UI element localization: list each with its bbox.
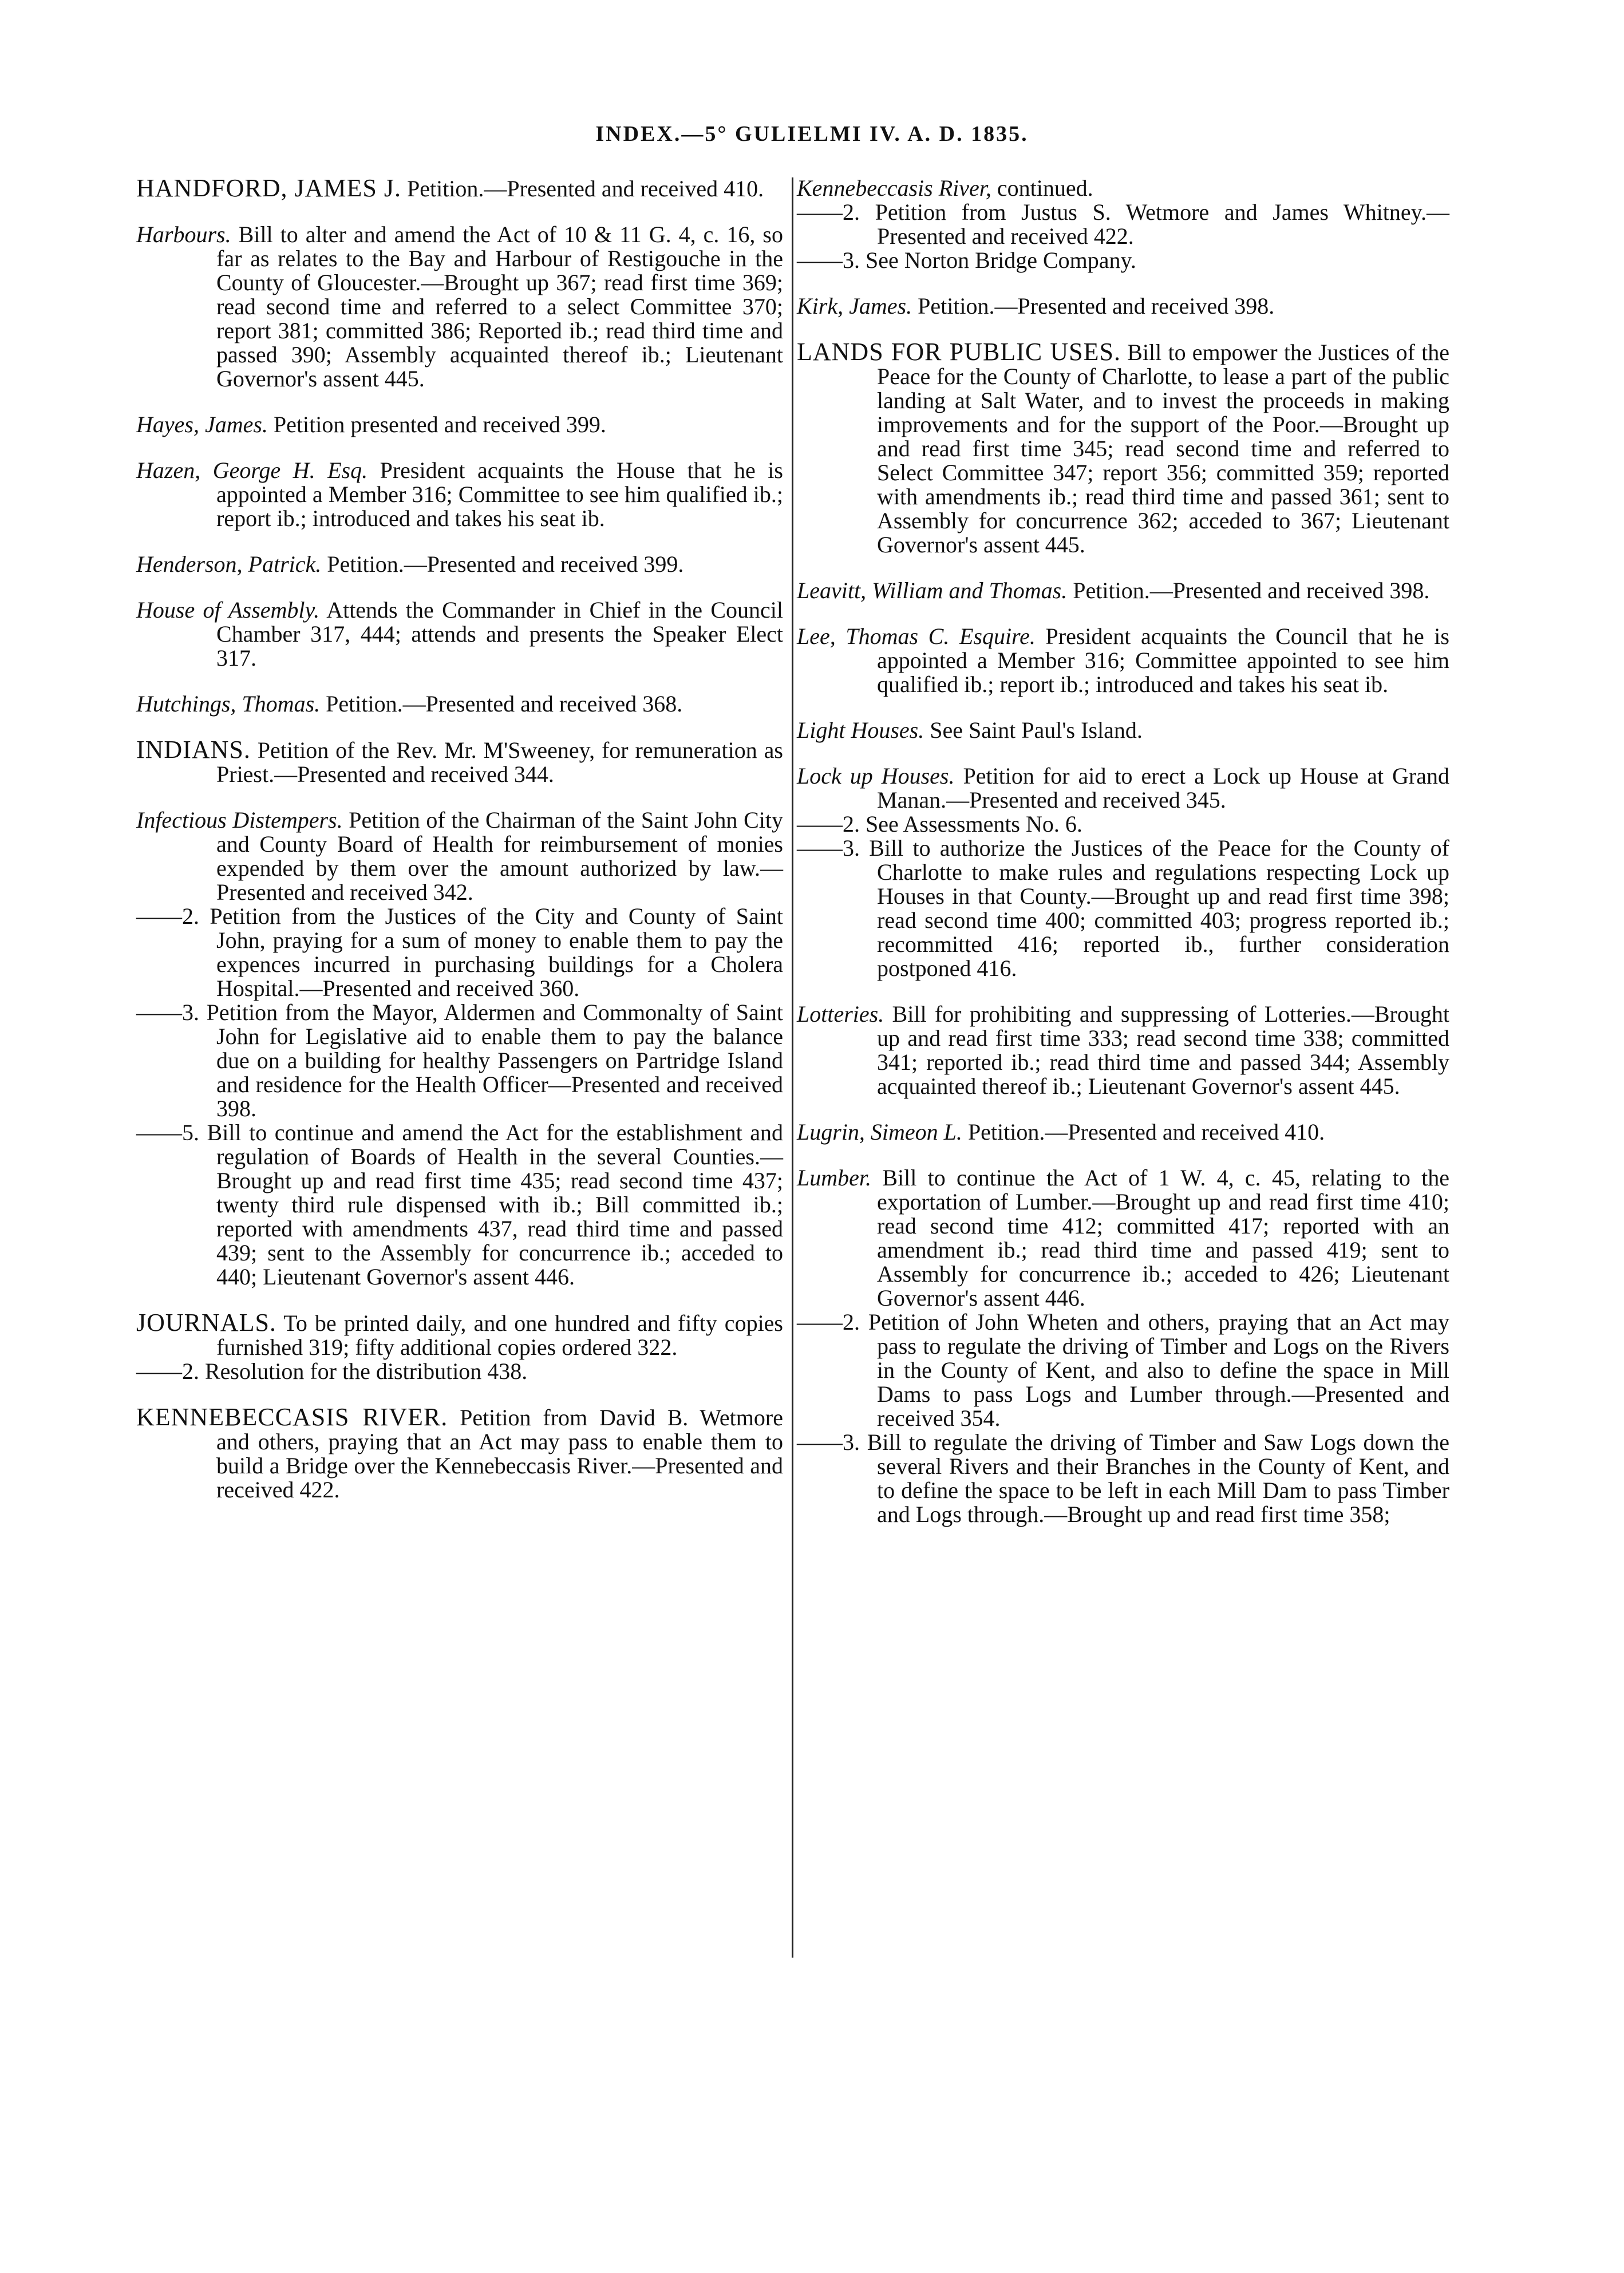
index-entry [797,1310,1449,1430]
index-entry [136,1311,783,1359]
index-entry [797,294,1449,318]
page-header: INDEX.—5° GULIELMI IV. A. D. 1835. [595,122,1029,146]
entry-text: Petition.—Presented and received 399. [321,551,684,577]
entry-heading: ——2. [797,1309,860,1335]
index-entry [797,812,1449,836]
entry-text: Bill to authorize the Justices of the Peace for the County of Charlotte to make rules and regulations respecting Lock up Houses in that County.—Brought up and read first time 398; read second time 400; committed 403; progress reported ib.; recommitted 416; reported ib., further consideration postponed 416. [860,835,1449,981]
entry-text: President acquaints the House that he is appointed a Member 316; Committee to see him qualified ib.; report ib.; introduced and takes his seat ib. [216,457,783,531]
entry-text: Petition.—Presented and received 410. [962,1119,1325,1145]
entry-heading: ——3. [136,999,199,1025]
index-entry [136,458,783,531]
entry-text: President acquaints the Council that he is appointed a Member 316; Committee appointed to see him qualified ib.; report ib.; introduced and takes his seat ib. [877,623,1449,697]
entry-heading: ——3. [797,1429,860,1455]
index-entry [797,718,1449,742]
entry-heading: Harbours. [136,222,231,247]
entry-text: Petition from the Justices of the City and County of Saint John, praying for a sum of money to enable them to pay the expences incurred in purchasing buildings for a Cholera Hospital.—Presented and received 360. [199,903,783,1001]
entry-heading: Kirk, James. [797,293,912,319]
index-entry [797,1002,1449,1098]
entry-text: Petition presented and received 399. [267,412,606,437]
entry-text: Petition of John Wheten and others, praying that an Act may pass to regulate the driving of Timber and Logs on the Rivers in the County of Kent, and also to define the space in Mill Dams to pass Logs and Lumber through.—Presented and received 354. [860,1309,1449,1431]
entry-heading: Hayes, James. [136,412,268,437]
entry-text: Petition of the Chairman of the Saint John City and County Board of Health for reimbursement of monies expended by them over the amount authorized by law.—Presented and received 342. [216,807,783,905]
entry-text: Attends the Commander in Chief in the Council Chamber 317, 444; attends and presents the Speaker Elect 317. [216,597,784,671]
index-entry [136,738,783,786]
entry-text: See Norton Bridge Company. [860,247,1136,273]
entry-heading: ——2. [136,903,199,929]
entry-heading: Lugrin, Simeon L. [797,1119,962,1145]
entry-heading: ——5. [136,1120,199,1145]
entry-heading: Henderson, Patrick. [136,551,322,577]
entry-text: Bill to regulate the driving of Timber and Saw Logs down the several Rivers and their Branches in the County of Kent, and to define the space to be left in each Mill Dam to pass Timber and Logs through.—Brought up and read first time 358; [860,1429,1449,1527]
entry-text: See Assessments No. 6. [860,811,1082,837]
index-entry [136,1405,783,1502]
index-entry [136,692,783,716]
entry-heading: HANDFORD, JAMES J. [136,174,401,202]
right-column [797,176,1449,1548]
index-entry [797,248,1449,272]
entry-heading: JOURNALS. [136,1309,276,1337]
entry-heading: Hutchings, Thomas. [136,691,321,717]
entry-text: Bill to continue the Act of 1 W. 4, c. 45, relating to the exportation of Lumber.—Brought up and read first time 410; read second time 412; committed 417; reported with an amendment ib.; read third time and passed 419; sent to Assembly for concurrence ib.; acceded to 426; Lieutenant Governor's assent 446. [871,1165,1449,1311]
entry-text: Bill to alter and amend the Act of 10 & 11 G. 4, c. 16, so far as relates to the Bay and Harbour of Restigouche in the County of Gloucester.—Brought up 367; read first time 369; read second time and referred to a select Committee 370; report 381; committed 386; Reported ib.; read third time and passed 390; Assembly acquainted thereof ib.; Lieutenant Governor's assent 445. [216,222,783,392]
entry-heading: Hazen, George H. Esq. [136,457,368,483]
entry-heading: LANDS FOR PUBLIC USES. [797,338,1121,366]
entry-heading: ——2. [797,199,860,225]
entry-text: Petition from David B. Wetmore and others, praying that an Act may pass to enable them to build a Bridge over the Kennebeccasis River.—Presented and received 422. [216,1405,783,1503]
entry-text: Petition.—Presented and received 398. [1067,578,1430,603]
left-column [136,176,783,1524]
index-entry [797,1120,1449,1144]
entry-text: Bill to empower the Justices of the Peace for the County of Charlotte, to lease a part of the public landing at Salt Water, and to invest the proceeds in making improvements and for the support of the Poor.—Brought up and read first time 345; read second time and referred to Select Committee 347; report 356; committed 359; reported with amendments ib.; read third time and passed 361; sent to Assembly for concurrence 362; acceded to 367; Lieutenant Governor's assent 445. [877,339,1449,558]
index-entry [136,1359,783,1383]
entry-heading: Leavitt, William and Thomas. [797,578,1068,603]
index-entry [136,598,783,670]
entry-heading: Lee, Thomas C. Esquire. [797,623,1036,649]
entry-text: Petition from the Mayor, Aldermen and Commonalty of Saint John for Legislative aid to enable them to pay the balance due on a building for healthy Passengers on Partridge Island and residence for the Health Officer—Presented and received 398. [199,999,783,1121]
entry-text: To be printed daily, and one hundred and fifty copies furnished 319; fifty additional copies ordered 322. [216,1310,783,1360]
index-entry [136,176,783,201]
entry-heading: Light Houses. [797,717,924,743]
index-entry [797,176,1449,200]
index-entry [136,552,783,576]
entry-text: Petition.—Presented and received 368. [320,691,683,717]
entry-text: Petition of the Rev. Mr. M'Sweeney, for remuneration as Priest.—Presented and received 344. [216,737,783,787]
column-divider [792,177,793,1958]
entry-text: Bill for prohibiting and suppressing of Lotteries.—Brought up and read first time 333; read second time 338; committed 341; reported ib.; read third time and passed 344; Assembly acquainted thereof ib.; Lieutenant Governor's assent 445. [877,1001,1449,1099]
index-entry [136,223,783,391]
index-entry [797,200,1449,248]
entry-text: Petition for aid to erect a Lock up House at Grand Manan.—Presented and received 345. [877,763,1449,813]
entry-text: Petition from Justus S. Wetmore and James Whitney.—Presented and received 422. [860,199,1449,249]
entry-heading: House of Assembly. [136,597,320,623]
entry-heading: ——2. [797,811,860,837]
index-entry [136,1121,783,1289]
entry-heading: INDIANS. [136,736,251,764]
entry-heading: Kennebeccasis River, [797,175,991,201]
index-entry [136,808,783,904]
entry-text: continued. [991,175,1093,201]
entry-text: See Saint Paul's Island. [924,717,1143,743]
index-entry [797,1166,1449,1310]
entry-text: Petition.—Presented and received 410. [401,176,764,201]
entry-heading: Lock up Houses. [797,763,955,789]
index-entry [136,904,783,1001]
index-entry [136,413,783,437]
entry-heading: Lumber. [797,1165,872,1191]
entry-text: Resolution for the distribution 438. [199,1358,528,1384]
index-entry [797,340,1449,557]
index-entry [797,1430,1449,1527]
entry-text: Bill to continue and amend the Act for the establishment and regulation of Boards of Health in the several Counties.—Brought up and read first time 435; read second time 437; twenty third rule dispensed with ib.; Bill committed ib.; reported with amendments 437, read third time and passed 439; sent to the Assembly for concurrence ib.; acceded to 440; Lieutenant Governor's assent 446. [199,1120,783,1290]
index-entry [797,764,1449,812]
index-entry [136,1001,783,1121]
index-entry [797,579,1449,603]
entry-heading: KENNEBECCASIS RIVER. [136,1403,448,1431]
entry-heading: ——2. [136,1358,199,1384]
entry-heading: Lotteries. [797,1001,884,1027]
entry-heading: ——3. [797,247,860,273]
index-entry [797,624,1449,697]
index-entry [797,836,1449,981]
entry-text: Petition.—Presented and received 398. [912,293,1275,319]
entry-heading: Infectious Distempers. [136,807,343,833]
entry-heading: ——3. [797,835,860,861]
